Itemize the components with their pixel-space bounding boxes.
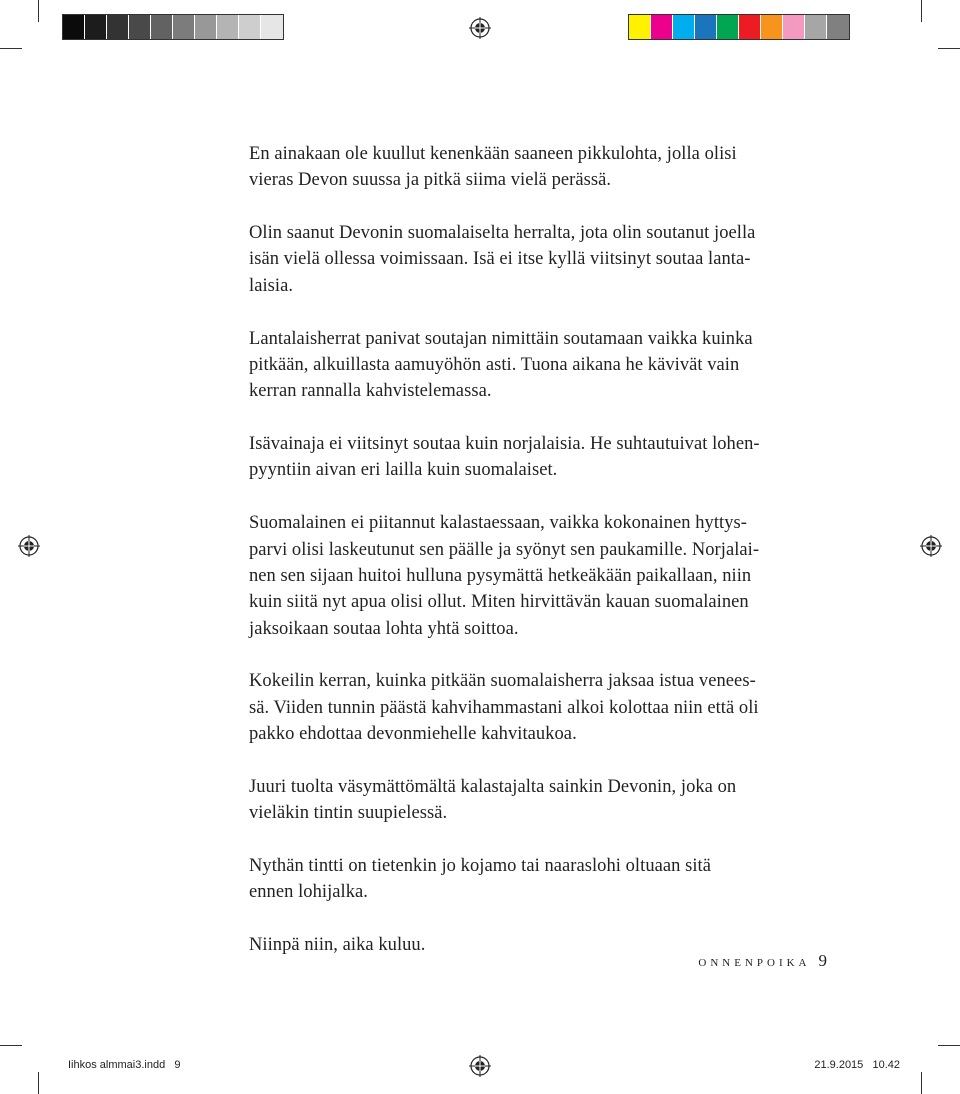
color-swatch [63,15,85,39]
text-line: parvi olisi laskeutunut sen päälle ja syönyt sen paukamille. Norjalai- [249,539,760,560]
color-swatch [629,15,651,39]
color-swatch [827,15,849,39]
process-color-bar [628,14,850,40]
text-line: isän vielä ollessa voimissaan. Isä ei itse kyllä viitsinyt soutaa lanta- [249,249,751,270]
crop-mark [38,1072,39,1094]
slug-timestamp: 21.9.2015 10.42 [814,1059,900,1071]
text-line: Lantalaisherrat panivat soutajan nimittäin soutamaan vaikka kuinka [249,328,753,349]
text-line: Isävainaja ei viitsinyt soutaa kuin norjalaisia. He suhtautuivat lohen- [249,434,760,455]
text-line: Nythän tintti on tietenkin jo kojamo tai naaraslohi oltuaan sitä [249,856,712,877]
text-line: Suomalainen ei piitannut kalastaessaan, vaikka kokonainen hyttys- [249,513,747,534]
text-line: laisia. [249,275,294,296]
color-swatch [239,15,261,39]
paragraph [249,141,809,194]
color-swatch [651,15,673,39]
paragraph [249,220,809,299]
color-swatch [695,15,717,39]
color-swatch [151,15,173,39]
color-swatch [805,15,827,39]
text-line: vieras Devon suussa ja pitkä siima vielä perässä. [249,170,612,191]
color-swatch [717,15,739,39]
registration-mark-icon [920,535,942,557]
text-line: pitkään, alkuillasta aamuyöhön asti. Tuona aikana he kävivät vain [249,354,740,375]
color-swatch [129,15,151,39]
paragraph [249,774,809,827]
text-line: En ainakaan ole kuullut kenenkään saaneen pikkulohta, jolla olisi [249,144,737,164]
paragraph [249,326,809,405]
registration-mark-icon [469,17,491,39]
folio [698,951,827,971]
color-swatch [761,15,783,39]
text-line: kerran rannalla kahvistelemassa. [249,381,492,402]
crop-mark [921,0,922,22]
color-swatch [673,15,695,39]
text-line: ennen lohijalka. [249,882,368,903]
registration-mark-icon [469,1055,491,1077]
crop-mark [938,48,960,49]
text-line: kuin siitä nyt apua olisi ollut. Miten hirvittävän kauan suomalainen [249,592,749,613]
color-swatch [107,15,129,39]
color-swatch [173,15,195,39]
text-line: Juuri tuolta väsymättömältä kalastajalta sainkin Devonin, joka on [249,776,737,797]
page-number: 9 [818,951,827,970]
crop-mark [38,0,39,22]
paragraph [249,510,809,641]
text-line: Olin saanut Devonin suomalaiselta herralta, jota olin soutanut joella [249,223,756,244]
color-swatch [261,15,283,39]
running-footer-title: ONNENPOIKA [698,957,811,969]
text-line: nen sen sijaan huitoi hulluna pysymättä hetkeäkään paikallaan, niin [249,565,752,586]
color-swatch [783,15,805,39]
slug-file-name: Iihkos almmai3.indd 9 [68,1059,181,1071]
text-line: pakko ehdottaa devonmiehelle kahvitaukoa. [249,724,577,745]
color-swatch [85,15,107,39]
crop-mark [0,48,22,49]
grayscale-color-bar [62,14,284,40]
text-line: pyyntiin aivan eri lailla kuin suomalaiset. [249,460,558,481]
paragraph [249,668,809,747]
crop-mark [921,1072,922,1094]
text-line: jaksoikaan soutaa lohta yhtä soittoa. [249,618,519,639]
paragraph [249,853,809,906]
paragraph [249,431,809,484]
color-swatch [217,15,239,39]
crop-mark [0,1045,22,1046]
crop-mark [938,1045,960,1046]
color-swatch [739,15,761,39]
text-line: Kokeilin kerran, kuinka pitkään suomalaisherra jaksaa istua venees- [249,671,756,692]
registration-mark-icon [18,535,40,557]
text-line: sä. Viiden tunnin päästä kahvihammastani alkoi kolottaa niin että oli [249,697,759,718]
text-line: Niinpä niin, aika kuluu. [249,935,426,956]
body-text [249,141,809,985]
text-line: vieläkin tintin suupielessä. [249,803,448,824]
color-swatch [195,15,217,39]
